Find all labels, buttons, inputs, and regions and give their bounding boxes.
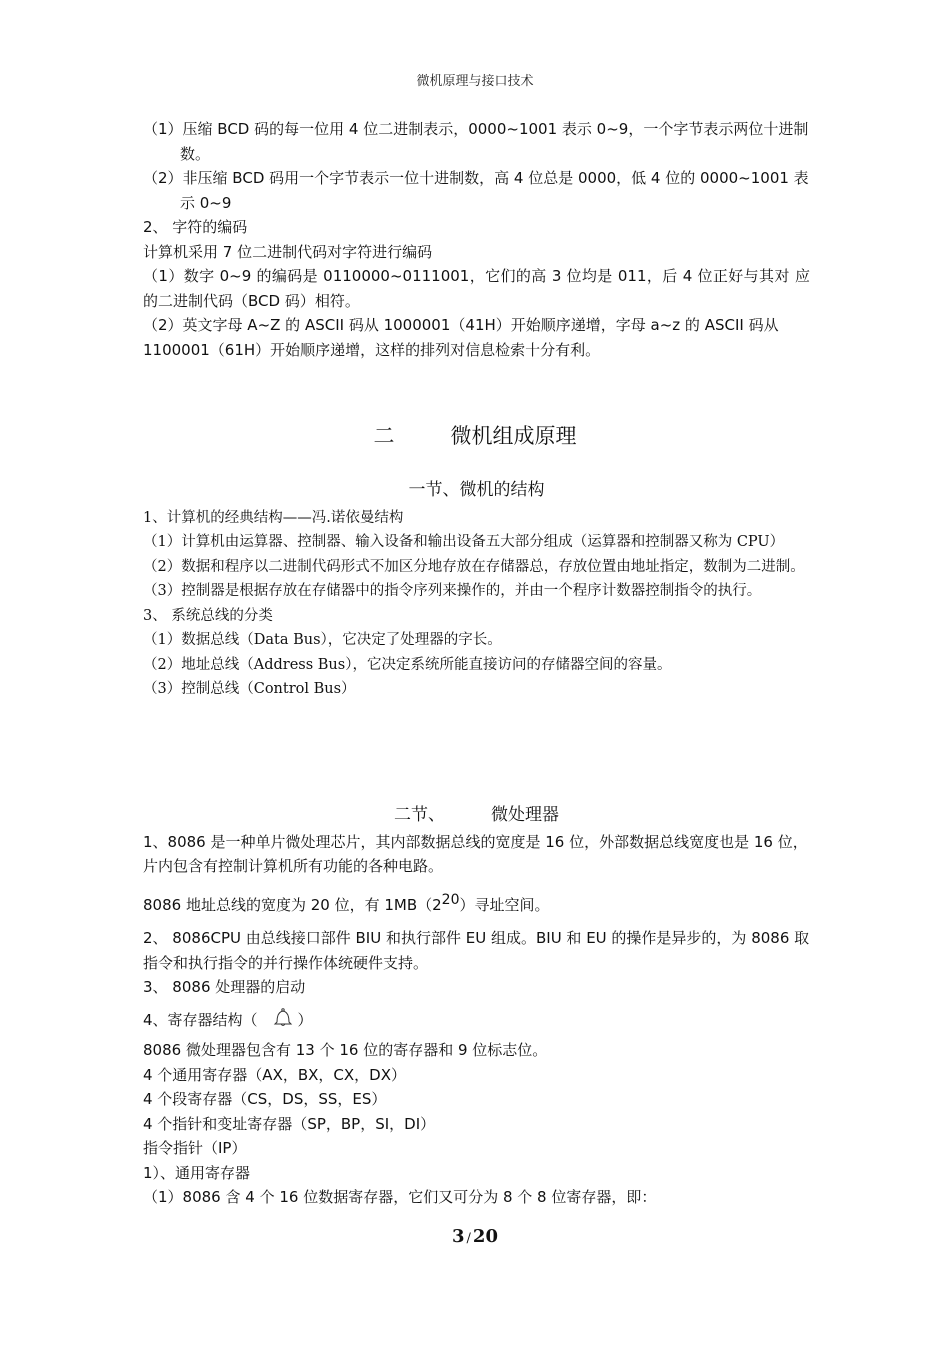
page-total: 20: [472, 1226, 498, 1247]
heading-von-neumann: 1、计算机的经典结构——冯.诺依曼结构: [143, 509, 404, 526]
section-structure: [143, 461, 810, 702]
heading-register-structure: [143, 1006, 810, 1033]
section-title-microprocessor: [143, 803, 810, 828]
heading-bus-types: 3、 系统总线的分类: [143, 607, 273, 624]
page-separator: /: [466, 1231, 471, 1246]
register-structure-text: 4、寄存器结构（: [143, 1010, 258, 1029]
exponent: 20: [441, 891, 460, 908]
section-title-text: 微处理器: [491, 805, 559, 825]
paragraph-8086-intro: 1、8086 是一种单片微处理芯片，其内部数据总线的宽度是 16 位，外部数据总线宽度也是 16 位，片内包含有控制计算机所有功能的各种电路。: [143, 832, 808, 875]
bcd-section: [143, 117, 810, 362]
paragraph-unpacked-bcd: （2）非压缩 BCD 码用一个字节表示一位十进制数，高 4 位总是 0000，低 4 位的 0000~1001 表示 0~9: [143, 169, 809, 212]
address-bus-text-end: ）寻址空间。: [459, 895, 550, 914]
bus-item-data: （1）数据总线（Data Bus），它决定了处理器的字长。: [143, 632, 502, 648]
paragraph-data-program: （2）数据和程序以二进制代码形式不加区分地存放在存储器总，存放位置由地址指定，数制为二进制。: [143, 558, 805, 575]
register-structure-close: ）: [297, 1010, 313, 1029]
page-current: 3: [452, 1226, 465, 1247]
chapter-title: 微机组成原理: [450, 424, 577, 448]
paragraph-five-parts: （1）计算机由运算器、控制器、输入设备和输出设备五大部分组成（运算器和控制器又称为 CPU）: [143, 534, 785, 550]
list-general-registers: 4 个通用寄存器（AX，BX，CX，DX）: [143, 1065, 406, 1084]
heading-startup: 3、 8086 处理器的启动: [143, 978, 306, 996]
paragraph-7bit: 计算机采用 7 位二进制代码对字符进行编码: [143, 242, 433, 261]
section-microprocessor: [143, 786, 810, 1210]
bus-item-address: （2）地址总线（Address Bus），它决定系统所能直接访问的存储器空间的容量。: [143, 656, 672, 673]
heading-char-encoding: 2、 字符的编码: [143, 218, 248, 236]
list-pointer-registers: 4 个指针和变址寄存器（SP，BP，SI，DI）: [143, 1114, 436, 1133]
section-title-structure: 一节、微机的结构: [408, 480, 545, 500]
bus-item-control: （3）控制总线（Control Bus）: [143, 681, 356, 697]
chapter-number: 二: [373, 424, 395, 448]
paragraph-13-registers: 8086 微处理器包含有 13 个 16 位的寄存器和 9 位标志位。: [143, 1041, 548, 1059]
paragraph-packed-bcd: （1）压缩 BCD 码的每一位用 4 位二进制表示，0000~1001 表示 0~9，一个字节表示两位十进制数。: [143, 120, 809, 163]
heading-general-registers: 1）、通用寄存器: [143, 1163, 251, 1182]
bell-icon[interactable]: [268, 1006, 298, 1028]
chapter-heading: [0, 420, 950, 450]
address-bus-text: 8086 地址总线的宽度为 20 位，有 1MB（2: [143, 895, 442, 914]
paragraph-address-bus: [143, 888, 810, 918]
paragraph-data-registers: （1）8086 含 4 个 16 位数据寄存器，它们又可分为 8 个 8 位寄存器，即：: [143, 1188, 657, 1206]
paragraph-letter-codes: （2）英文字母 A~Z 的 ASCII 码从 1000001（41H）开始顺序递增，字母 a~z 的 ASCII 码从 1100001（61H）开始顺序递增，这样的排列对信息检索十分有利。: [143, 316, 779, 359]
paragraph-biu-eu: 2、 8086CPU 由总线接口部件 BIU 和执行部件 EU 组成。BIU 和 EU 的操作是异步的，为 8086 取指令和执行指令的并行操作体统硬件支持。: [143, 929, 810, 972]
section-title-prefix: 二节、: [394, 805, 445, 825]
paragraph-controller: （3）控制器是根据存放在存储器中的指令序列来操作的，并由一个程序计数器控制指令的执行。: [143, 583, 762, 599]
list-segment-registers: 4 个段寄存器（CS，DS，SS，ES）: [143, 1090, 387, 1108]
paragraph-digit-codes: （1）数字 0~9 的编码是 0110000~0111001，它们的高 3 位均是 011，后 4 位正好与其对 应的二进制代码（BCD 码）相符。: [143, 267, 810, 310]
page-header: 微机原理与接口技术: [416, 74, 534, 89]
page-number: [0, 1226, 950, 1247]
list-instruction-pointer: 指令指针（IP）: [143, 1139, 247, 1157]
